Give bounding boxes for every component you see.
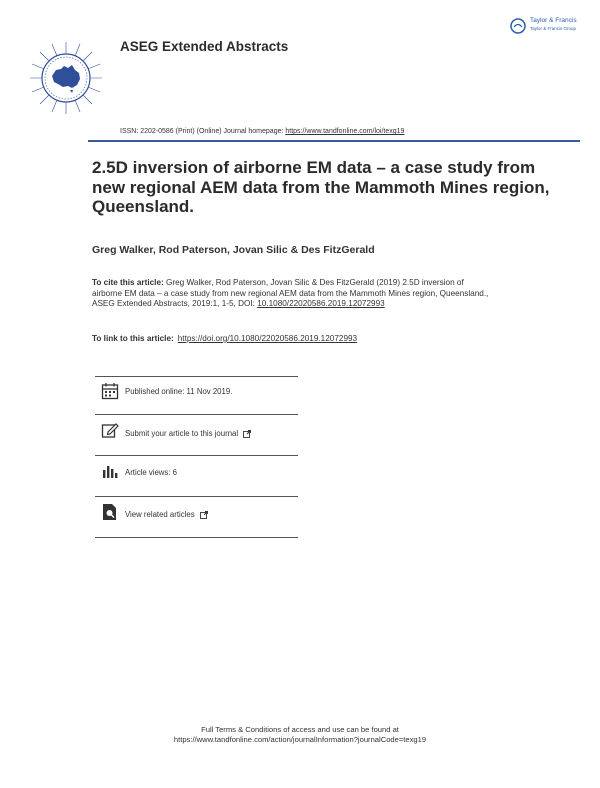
footer-terms-text: Full Terms & Conditions of access and use can be found at [201, 725, 399, 734]
citation-doi-link[interactable]: 10.1080/22020586.2019.12072993 [257, 299, 385, 308]
publisher-name: Taylor & Francis [530, 17, 577, 24]
bar-chart-icon [101, 462, 119, 480]
article-authors: Greg Walker, Rod Paterson, Jovan Silic & Des FitzGerald [92, 244, 375, 256]
taylor-francis-logo[interactable] [510, 16, 590, 38]
article-title: 2.5D inversion of airborne EM data – a case study from new regional AEM data from the Mammoth Mines region, Queensland. [92, 158, 550, 216]
submit-article-label: Submit your article to this journal [125, 429, 239, 438]
article-link-block [92, 334, 357, 343]
search-document-icon [101, 503, 119, 521]
related-articles-label: View related articles [125, 510, 195, 519]
external-link-icon [243, 430, 251, 438]
external-link-icon [200, 511, 208, 519]
journal-homepage-link[interactable]: https://www.tandfonline.com/loi/texg19 [285, 128, 405, 135]
box-divider-3 [95, 496, 298, 497]
journal-title: ASEG Extended Abstracts [120, 39, 289, 54]
header-divider [88, 140, 580, 142]
published-online-label: Published online: 11 Nov 2019. [125, 387, 233, 396]
footer-terms-link[interactable]: https://www.tandfonline.com/action/journalInformation?journalCode=texg19 [173, 735, 427, 744]
issn-text: ISSN: 2202-0586 (Print) (Online) Journal homepage: [120, 128, 286, 135]
edit-icon [101, 421, 119, 439]
box-divider-2 [95, 455, 298, 456]
article-views: Article views: 6 [125, 468, 177, 477]
citation-label: To cite this article: [92, 278, 164, 287]
related-articles-link[interactable] [125, 510, 208, 519]
issn-line [120, 128, 404, 135]
citation-block [92, 278, 492, 310]
box-divider-bottom [95, 537, 298, 538]
link-label: To link to this article: [92, 334, 174, 343]
box-divider-top [95, 376, 298, 377]
citation-text: Greg Walker, Rod Paterson, Jovan Silic & Des FitzGerald (2019) 2.5D inversion of airborne EM data – a case study from new regional AEM data from the Mammoth Mines region, Queensland., ASEG Extended Abstracts, 2019:1, 1-5, DOI: [92, 278, 489, 308]
submit-article-link[interactable] [125, 429, 251, 438]
publisher-group: Taylor & Francis Group [530, 26, 577, 31]
box-divider-1 [95, 414, 298, 415]
aseg-logo [28, 40, 104, 116]
footer [0, 725, 600, 745]
calendar-icon [101, 382, 119, 400]
article-doi-link[interactable]: https://doi.org/10.1080/22020586.2019.12072993 [177, 334, 358, 343]
